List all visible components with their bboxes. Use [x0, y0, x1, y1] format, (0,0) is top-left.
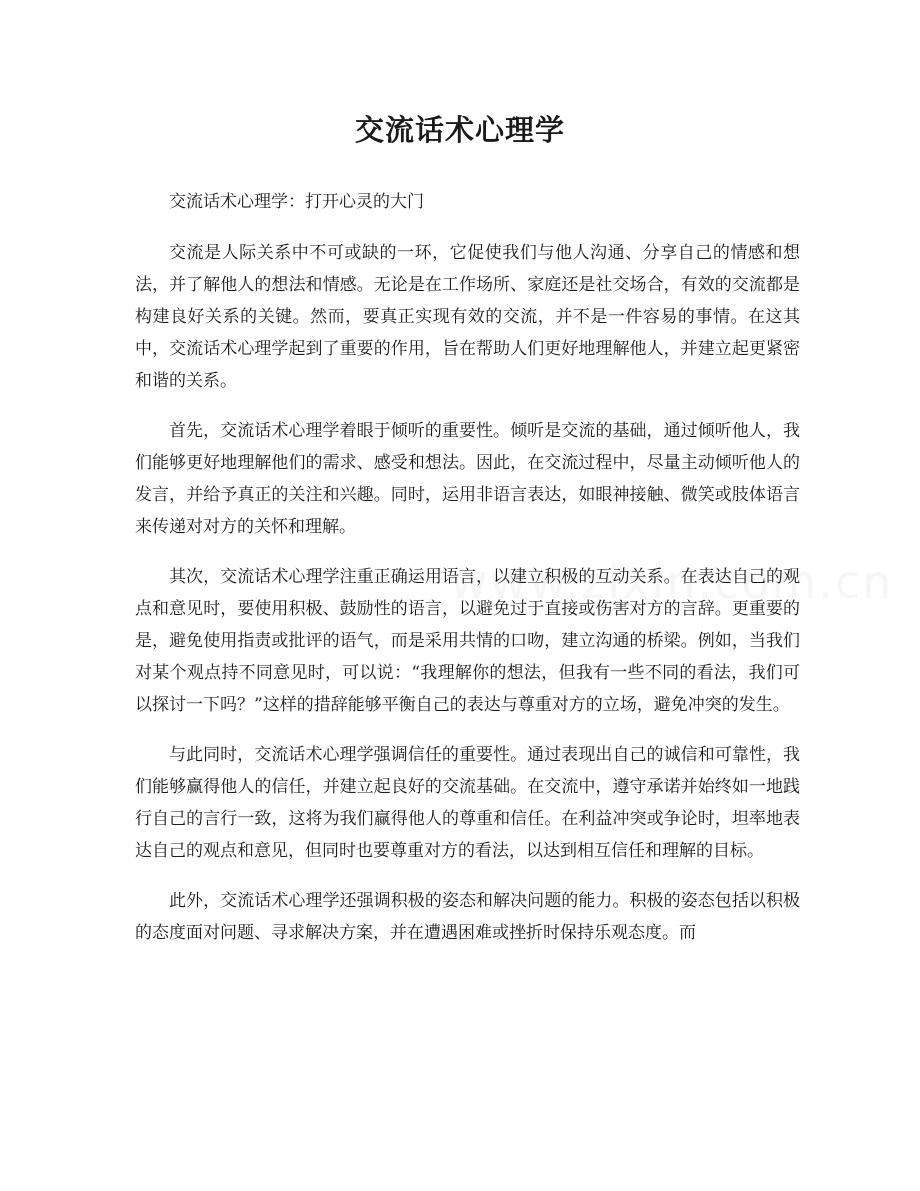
document-subtitle: 交流话术心理学：打开心灵的大门 [169, 192, 424, 212]
paragraph-intro: 交流是人际关系中不可或缺的一环，它促使我们与他人沟通、分享自己的情感和想法，并了解他人的想法和情感。无论是在工作场所、家庭还是社交场合，有效的交流都是构建良好关系的关键。然而，要真正实现有效的交流，并不是一件容易的事情。在这其中，交流话术心理学起到了重要的作用，旨在帮助人们更好地理解他人，并建立起更紧密和谐的关系。 [135, 243, 800, 391]
paragraph-listening: 首先，交流话术心理学着眼于倾听的重要性。倾听是交流的基础，通过倾听他人，我们能够更好地理解他们的需求、感受和想法。因此，在交流过程中，尽量主动倾听他人的发言，并给予真正的关注和兴趣。同时，运用非语言表达，如眼神接触、微笑或肢体语言来传递对对方的关怀和理解。 [135, 421, 800, 537]
document-title: 交流话术心理学 [354, 113, 565, 147]
paragraph-language: 其次，交流话术心理学注重正确运用语言，以建立积极的互动关系。在表达自己的观点和意见时，要使用积极、鼓励性的语言，以避免过于直接或伤害对方的言辞。更重要的是，避免使用指责或批评的语气，而是采用共情的口吻，建立沟通的桥梁。例如，当我们对某个观点持不同意见时，可以说：“我理解你的想法，但我有一些不同的看法，我们可以探讨一下吗？”这样的措辞能够平衡自己的表达与尊重对方的立场，避免冲突的发生。 [135, 567, 800, 715]
document-body [135, 186, 800, 967]
paragraph-trust: 与此同时，交流话术心理学强调信任的重要性。通过表现出自己的诚信和可靠性，我们能够赢得他人的信任，并建立起良好的交流基础。在交流中，遵守承诺并始终如一地践行自己的言行一致，这将为我们赢得他人的尊重和信任。在利益冲突或争论时，坦率地表达自己的观点和意见，但同时也要尊重对方的看法，以达到相互信任和理解的目标。 [135, 745, 800, 861]
paragraph-attitude: 此外，交流话术心理学还强调积极的姿态和解决问题的能力。积极的姿态包括以积极的态度面对问题、寻求解决方案，并在遭遇困难或挫折时保持乐观态度。而 [135, 891, 800, 943]
